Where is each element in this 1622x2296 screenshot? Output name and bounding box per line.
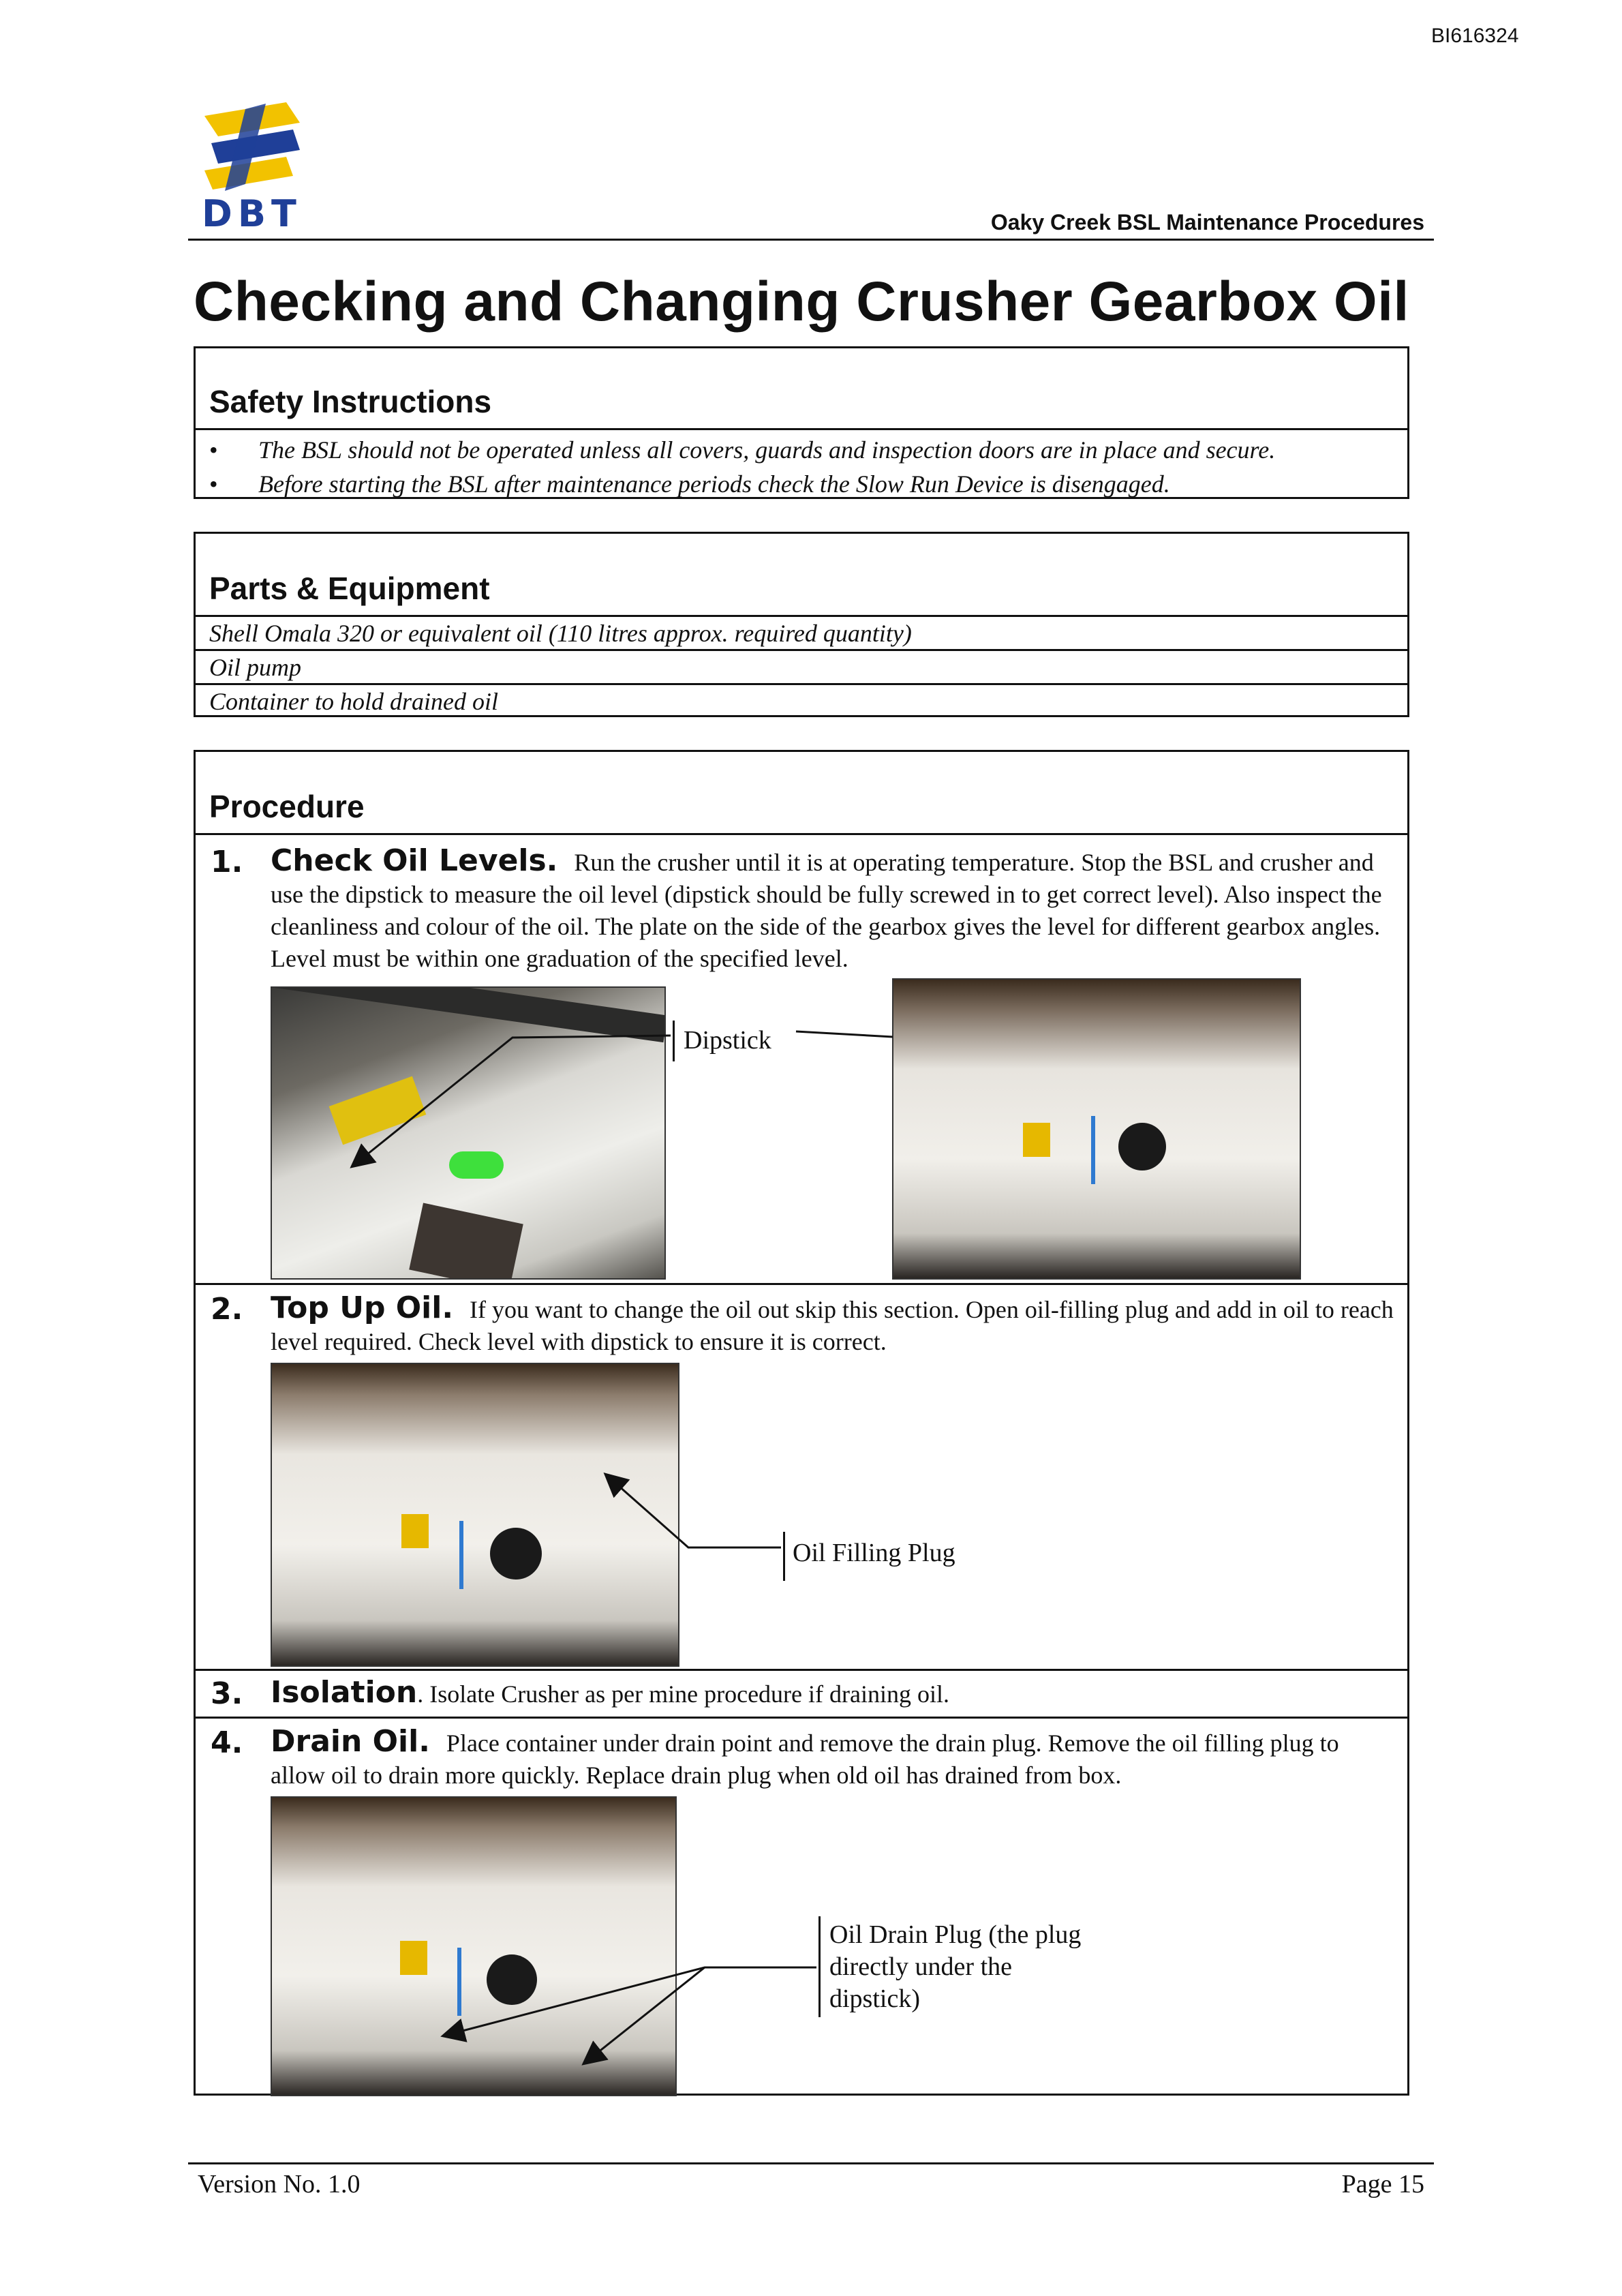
- step-description: Drain Oil. Place container under drain point and remove the drain plug. Remove the oil filling plug to allow oil to drain more quickly. Replace drain plug when old oil has drained from box.: [271, 1724, 1339, 1789]
- step-title: Isolation: [271, 1675, 418, 1710]
- page-title: Checking and Changing Crusher Gearbox Oil: [194, 271, 1409, 333]
- step-title: Check Oil Levels.: [271, 843, 558, 878]
- safety-item: • Before starting the BSL after maintenance periods check the Slow Run Device is disengaged.: [196, 467, 1407, 501]
- dipstick-pointer: [353, 1036, 671, 1166]
- parts-item: Oil pump: [196, 651, 1407, 685]
- safety-item: • The BSL should not be operated unless all covers, guards and inspection doors are in place and secure.: [196, 433, 1407, 467]
- step-description: Top Up Oil. If you want to change the oil out skip this section. Open oil-filling plug and add in oil to reach level required. Check level with dipstick to ensure it is correct.: [271, 1290, 1394, 1355]
- oil-drain-plug-pointer-2: [585, 1967, 705, 2063]
- parts-item: Container to hold drained oil: [209, 688, 499, 715]
- oil-drain-plug-callout: Oil Drain Plug (the plug directly under the dipstick): [829, 1920, 1082, 2013]
- bullet-icon: •: [209, 470, 218, 498]
- logo-text: DBT: [202, 192, 302, 235]
- step-description: Check Oil Levels. Run the crusher until it is at operating temperature. Stop the BSL and crusher and use the dipstick to measure the oil level (dipstick should be fully screwed in to get correct level). Also inspect the cleanliness and colour of the oil. The plate on the side of the gearbox gives the level for different gearbox angles. Level must be within one graduation of the specified level.: [271, 843, 1382, 972]
- version-number: Version No. 1.0: [198, 2170, 361, 2199]
- bullet-icon: •: [209, 436, 218, 464]
- step-title: Top Up Oil.: [271, 1290, 454, 1325]
- parts-heading: Parts & Equipment: [196, 534, 1407, 617]
- oil-filling-plug-pointer: [607, 1475, 781, 1547]
- page-number: Page 15: [1341, 2170, 1424, 2199]
- procedure-heading: Procedure: [196, 752, 1407, 835]
- oil-filling-plug-callout: Oil Filling Plug: [793, 1539, 955, 1567]
- safety-heading: Safety Instructions: [196, 348, 1407, 430]
- step-number: 1.: [211, 845, 243, 879]
- step-title: Drain Oil.: [271, 1724, 430, 1759]
- step-number: 4.: [211, 1725, 243, 1760]
- step-description: Isolation. Isolate Crusher as per mine procedure if draining oil.: [271, 1675, 949, 1710]
- header-title: Oaky Creek BSL Maintenance Procedures: [990, 210, 1424, 235]
- parts-item: Shell Omala 320 or equivalent oil (110 litres approx. required quantity): [196, 617, 1407, 651]
- dipstick-pointer-right: [796, 1031, 893, 1037]
- step-number: 2.: [211, 1292, 243, 1327]
- dipstick-callout: Dipstick: [684, 1026, 771, 1055]
- footer-divider: [188, 2162, 1434, 2164]
- step-number: 3.: [211, 1676, 243, 1711]
- document-id: BI616324: [1431, 25, 1519, 47]
